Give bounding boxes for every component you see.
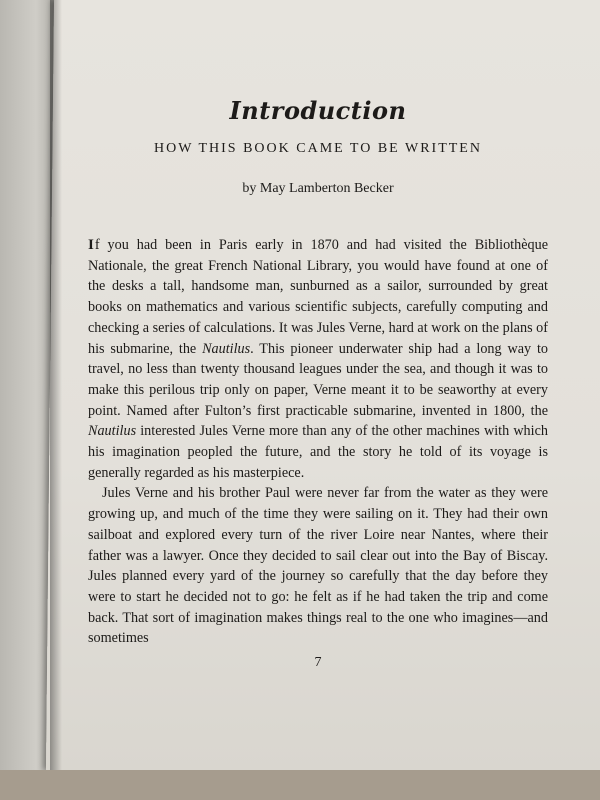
body-text [88, 235, 548, 649]
italic-nautilus-2: Nautilus [88, 423, 137, 440]
paragraph-2: Jules Verne and his brother Paul were never far from the water as they were growing up, and much of the time they were sailing on it. They had their own sailboat and explored every turn of the river Loire near Nantes, where their father was a lawyer. Once they decided to sail clear out into the Bay of Biscay. Jules planned every yard of the journey so carefully that the day before they were to start he decided not to go: he felt as if he had taken the trip and come back. That sort of imagination makes things real to the one who imagines—and sometimes [88, 485, 548, 647]
page-content [88, 96, 548, 671]
paragraph-1-part-1: f you had been in Paris early in 1870 and had visited the Bibliothèque Nationale, the great French National Library, you would have found at one of the desks a tall, handsome man, sunburned as a sailor, surrounded by great books on mathematics and various scientific subjects, carefully computing and checking a series of calculations. It was Jules Verne, hard at work on the plans of his submarine, the [88, 237, 548, 357]
page-number: 7 [314, 655, 322, 671]
chapter-subtitle: HOW THIS BOOK CAME TO BE WRITTEN [154, 141, 482, 156]
paragraph-1 [88, 235, 548, 483]
author-byline: by May Lamberton Becker [242, 181, 394, 196]
drop-cap: I [88, 237, 95, 253]
paragraph-1-part-3: interested Jules Verne more than any of the other machines with which his imagination peopled the future, and the story he told of its voyage is generally regarded as his masterpiece. [88, 423, 548, 481]
table-surface [0, 770, 600, 800]
chapter-title: Introduction [229, 96, 407, 125]
italic-nautilus-1: Nautilus [202, 340, 251, 357]
page-gutter-shadow [50, 0, 62, 770]
paragraph-1-part-2: . This pioneer underwater ship had a long way to travel, no less than twenty thousand leagues under the sea, and though it was to make this perilous trip only on paper, Verne meant it to be seaworthy at every point. Named after Fulton’s first practicable submarine, invented in 1800, the [88, 340, 548, 419]
